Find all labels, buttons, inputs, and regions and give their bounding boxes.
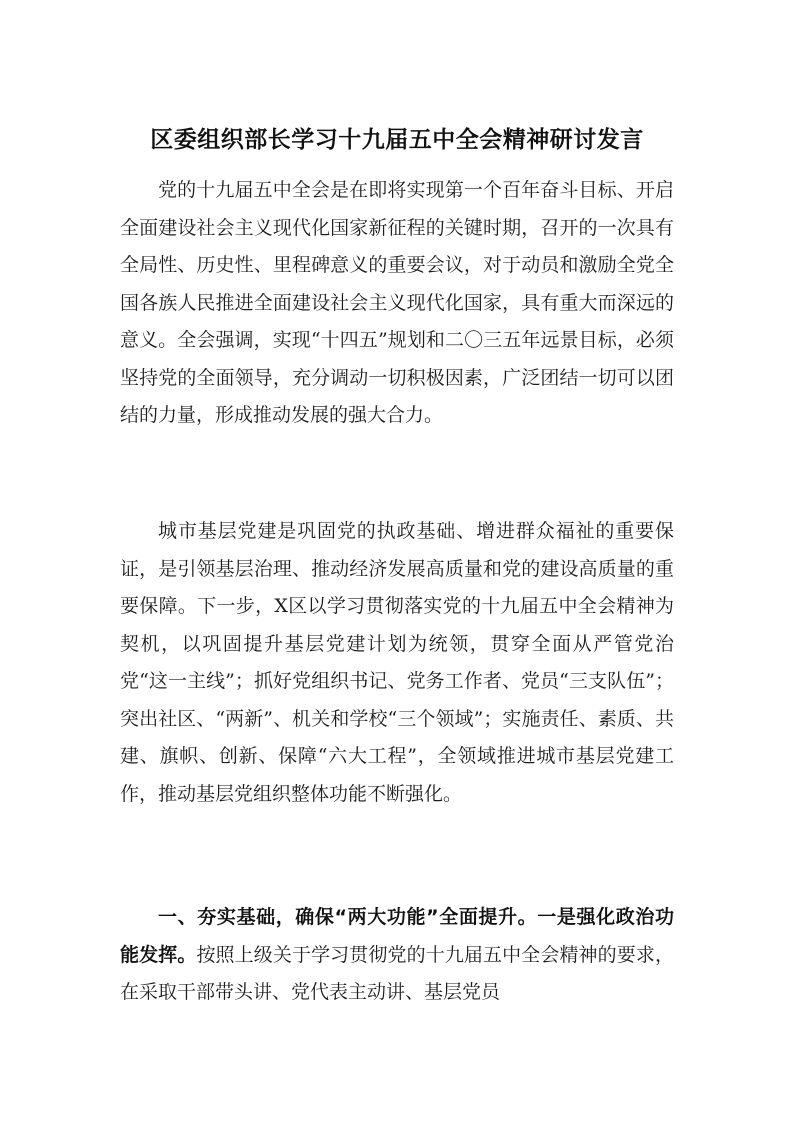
document-title: 区委组织部长学习十九届五中全会精神研讨发言 bbox=[150, 127, 644, 153]
paragraph-2 bbox=[120, 513, 674, 813]
subsection-heading: 一是强化政治功能发挥。 bbox=[120, 906, 674, 966]
paragraph-2-text: 城市基层党建是巩固党的执政基础、增进群众福祉的重要保证，是引领基层治理、推动经济发展高质量和党的建设高质量的重要保障。下一步，X区以学习贯彻落实党的十九届五中全会精神为契机，以巩固提升基层党建计划为统领，贯穿全面从严管党治党“这一主线”；抓好党组织书记、党务工作者、党员“三支队伍”；突出社区、“两新”、机关和学校“三个领域”；实施责任、素质、共建、旗帜、创新、保障“六大工程”，全领域推进城市基层党建工作，推动基层党组织整体功能不断强化。 bbox=[120, 520, 674, 805]
paragraph-3 bbox=[120, 899, 674, 1012]
paragraph-1 bbox=[120, 172, 674, 435]
paragraph-3-text: 按照上级关于学习贯彻党的十九届五中全会精神的要求，在采取干部带头讲、党代表主动讲、基层党员 bbox=[120, 943, 674, 1003]
paragraph-1-text: 党的十九届五中全会是在即将实现第一个百年奋斗目标、开启全面建设社会主义现代化国家新征程的关键时期，召开的一次具有全局性、历史性、里程碑意义的重要会议，对于动员和激励全党全国各族人民推进全面建设社会主义现代化国家，具有重大而深远的意义。全会强调，实现“十四五”规划和二〇三五年远景目标，必须坚持党的全面领导，充分调动一切积极因素，广泛团结一切可以团结的力量，形成推动发展的强大合力。 bbox=[120, 179, 674, 426]
section-heading: 一、夯实基础，确保“两大功能”全面提升。 bbox=[158, 906, 538, 928]
